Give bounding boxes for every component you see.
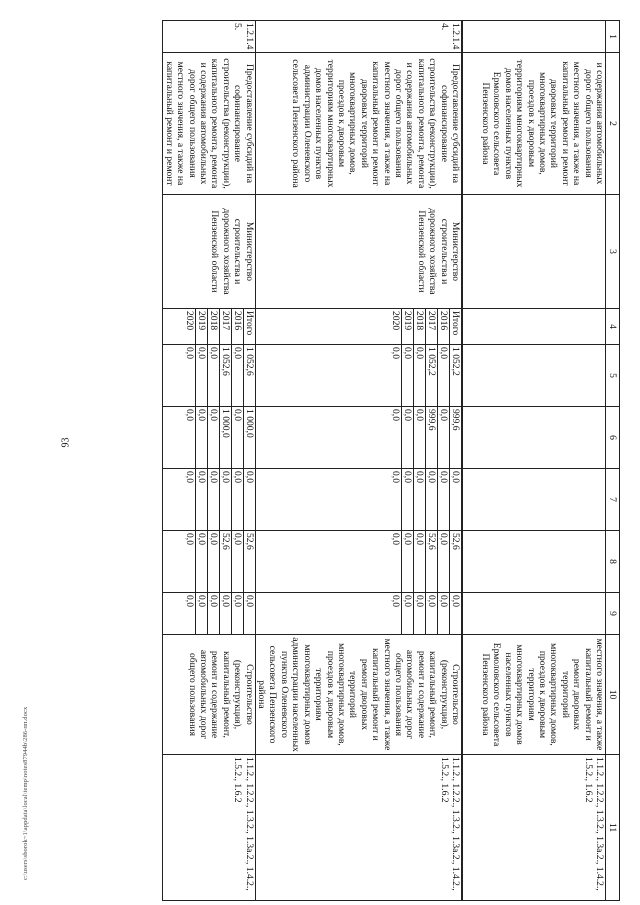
measure-row xyxy=(163,21,255,901)
amount-value: 52,6 xyxy=(425,531,437,592)
amount-value: 999,6 xyxy=(425,407,437,468)
col-header: 11 xyxy=(606,755,620,901)
executor: Министерство строительства и дорожного хозяйства Пензенской области xyxy=(255,195,461,309)
amount-value: 0,0 xyxy=(195,469,207,530)
amount-value: 0,0 xyxy=(207,531,219,592)
amount-value: 0,0 xyxy=(437,345,449,406)
amount-value: 0,0 xyxy=(449,469,461,530)
amount-value: 0,0 xyxy=(437,469,449,530)
measure-goal: Строительство (реконструкция), капитальный ремонт, ремонт и содержание автомобильных дорог общего пользования xyxy=(163,635,255,755)
amount-value: 0,0 xyxy=(231,407,243,468)
amount-value: 0,0 xyxy=(195,407,207,468)
indicator-refs: 1.1.2., 1.2.2., 1.3.2., 1.3а.2., 1.4.2., 1.5.2., 1.6.2 xyxy=(463,755,606,901)
header-row xyxy=(606,21,620,901)
year-label: Итого xyxy=(243,309,255,344)
amount-value: 999,6 xyxy=(449,407,461,468)
year-label: 2019 xyxy=(401,309,413,344)
measure-description: Предоставление субсидий на софинансирование строительства (реконструкции), капитального ремонта, ремонта и содержания автомобильных дорог общего пользования местного значения, а также на капитальный ремонт и ремонт дворовых территорий многоквартирных домов, проездов к дворовым территориям многоквартирных домов населенных пунктов администрации Оленевского сельсовета Пензенского района xyxy=(255,53,461,195)
program-table xyxy=(462,20,620,901)
year-label: 2020 xyxy=(183,311,195,331)
amount-value: 0,0 xyxy=(390,471,401,483)
amount-value: 0,0 xyxy=(231,593,243,634)
amount-value: 0,0 xyxy=(195,593,207,634)
amount-value: 0,0 xyxy=(183,471,195,483)
amount-value: 0,0 xyxy=(231,531,243,592)
col-header: 7 xyxy=(606,469,620,531)
amount-value: 52,6 xyxy=(449,531,461,592)
amount-value: 0,0 xyxy=(390,347,401,359)
measure-row xyxy=(255,21,461,901)
col-header: 2 xyxy=(606,53,620,195)
amount-value: 52,6 xyxy=(243,531,255,592)
indicator-refs: 1.1.2., 1.2.2., 1.3.2., 1.3а.2., 1.4.2., 1.5.2., 1.6.2 xyxy=(255,755,461,901)
years-cell xyxy=(255,309,461,345)
measure-number: 1.2.1.45. xyxy=(163,21,255,53)
amounts-cell xyxy=(163,407,255,469)
years-cell xyxy=(163,309,255,345)
measure-number: 1.2.1.44. xyxy=(255,21,461,53)
amount-value: 1 052,6 xyxy=(243,345,255,406)
year-label: 2016 xyxy=(437,309,449,344)
amount-value: 52,6 xyxy=(219,531,231,592)
amounts-cell xyxy=(255,345,461,407)
amount-value: 0,0 xyxy=(183,595,195,607)
amounts-cell xyxy=(255,531,461,593)
amount-value: 0,0 xyxy=(401,407,413,468)
amount-value: 0,0 xyxy=(390,595,401,607)
amount-value: 1 052,2 xyxy=(449,345,461,406)
amount-value: 0,0 xyxy=(183,347,195,359)
executor: Министерство строительства и дорожного хозяйства Пензенской области xyxy=(163,195,255,309)
amount-value: 0,0 xyxy=(243,469,255,530)
amount-value: 0,0 xyxy=(413,407,425,468)
amounts-cell xyxy=(163,469,255,531)
indicator-refs: 1.1.2., 1.2.2., 1.3.2., 1.3а.2., 1.4.2., 1.5.2., 1.6.2 xyxy=(163,755,255,901)
amount-value: 0,0 xyxy=(449,593,461,634)
amount-value: 0,0 xyxy=(231,345,243,406)
amounts-cell xyxy=(163,593,255,635)
col-header: 1 xyxy=(606,21,620,53)
measure-goal: Строительство (реконструкция), капитальный ремонт, ремонт и содержание автомобильных дорог общего пользования местного значения, а также капитальный ремонт и ремонт дворовых территорий многоквартирных домов, проездов к дворовым территориям многоквартирных домов администрации населенных пунктов Оленевского сельсовета Пензенского района xyxy=(255,635,461,755)
amount-value: 0,0 xyxy=(425,469,437,530)
amount-value: 0,0 xyxy=(207,407,219,468)
amount-value: 0,0 xyxy=(437,593,449,634)
amount-value: 0,0 xyxy=(183,533,195,545)
amount-value: 0,0 xyxy=(401,345,413,406)
amount-value: 1 052,2 xyxy=(425,345,437,406)
amount-value: 0,0 xyxy=(195,345,207,406)
amount-value: 0,0 xyxy=(437,407,449,468)
amount-value: 0,0 xyxy=(437,531,449,592)
amount-value: 0,0 xyxy=(413,531,425,592)
col-header: 6 xyxy=(606,407,620,469)
amount-value: 0,0 xyxy=(413,593,425,634)
year-label: 2020 xyxy=(390,311,401,331)
amount-value: 0,0 xyxy=(390,533,401,545)
amount-value: 0,0 xyxy=(183,409,195,421)
year-label: 2018 xyxy=(413,309,425,344)
year-label: 2018 xyxy=(207,309,219,344)
amount-value: 0,0 xyxy=(401,593,413,634)
amounts-cell xyxy=(255,469,461,531)
col-header: 9 xyxy=(606,593,620,635)
year-label: 2019 xyxy=(195,309,207,344)
file-path-footer: c:\users\sborok~1\appdata\local\temp\notes87944b\286-пп.docx xyxy=(22,706,29,880)
amount-value: 0,0 xyxy=(231,469,243,530)
measure-goal: местного значения, а также капитальный ремонт и ремонт дворовых территорий многоквартирных домов, проездов к дворовым территориям многоквартирных домов населенных пунктов Ермоловского сельсовета Пензенского района xyxy=(463,635,606,755)
amounts-cell xyxy=(255,407,461,469)
year-label: 2017 xyxy=(219,309,231,344)
amount-value: 0,0 xyxy=(243,593,255,634)
measure-rows xyxy=(162,20,462,901)
amount-value: 0,0 xyxy=(207,469,219,530)
col-header: 4 xyxy=(606,309,620,345)
rotated-table-page xyxy=(60,20,620,900)
page-number: 93 xyxy=(60,437,72,448)
amount-value: 1 052,6 xyxy=(219,345,231,406)
amounts-cell xyxy=(255,593,461,635)
year-label: Итого xyxy=(449,309,461,344)
amount-value: 0,0 xyxy=(219,469,231,530)
amount-value: 0,0 xyxy=(401,469,413,530)
amount-value: 1 000,0 xyxy=(243,407,255,468)
col-header: 8 xyxy=(606,531,620,593)
amounts-cell xyxy=(163,531,255,593)
col-header: 10 xyxy=(606,635,620,755)
amount-value: 0,0 xyxy=(401,531,413,592)
amount-value: 0,0 xyxy=(207,593,219,634)
amount-value: 0,0 xyxy=(207,345,219,406)
amount-value: 0,0 xyxy=(390,409,401,421)
amounts-cell xyxy=(163,345,255,407)
col-header: 3 xyxy=(606,195,620,309)
measure-description: и содержания автомобильных дорог общего пользования местного значения, а также на капитальный ремонт и ремонт дворовых территорий многоквартирных домов, проездов к дворовым территориям многоквартирных домов населенных пунктов Ермоловского сельсовета Пензенского района xyxy=(463,53,606,195)
amount-value: 0,0 xyxy=(413,345,425,406)
amount-value: 0,0 xyxy=(219,593,231,634)
amount-value: 0,0 xyxy=(195,531,207,592)
measure-description: Предоставление субсидий на софинансирование строительства (реконструкции), капитального ремонта, ремонта и содержания автомобильных дорог общего пользования местного значения, а также на капитальный ремонт и ремонт xyxy=(163,53,255,195)
col-header: 5 xyxy=(606,345,620,407)
amount-value: 0,0 xyxy=(413,469,425,530)
amount-value: 0,0 xyxy=(425,593,437,634)
continuation-row xyxy=(463,21,606,901)
year-label: 2016 xyxy=(231,309,243,344)
year-label: 2017 xyxy=(425,309,437,344)
amount-value: 1 000,0 xyxy=(219,407,231,468)
